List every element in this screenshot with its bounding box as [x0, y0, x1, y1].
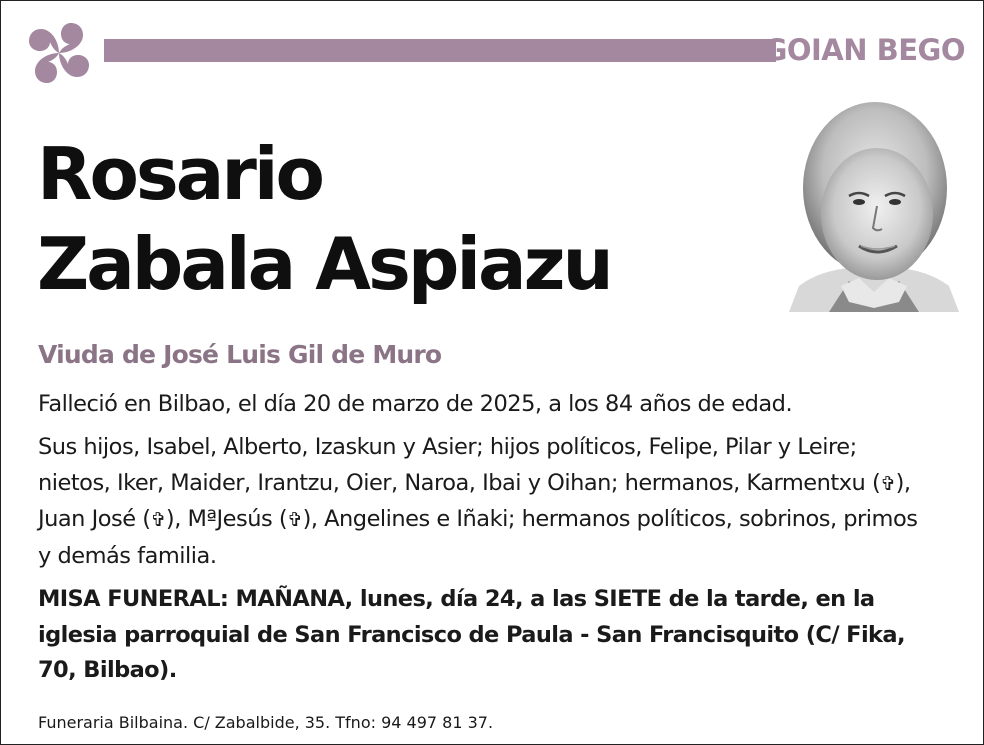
cross-icon: ✞ [880, 472, 896, 495]
subtitle: Viuda de José Luis Gil de Muro [38, 340, 442, 369]
death-notice: Falleció en Bilbao, el día 20 de marzo de 2025, a los 84 años de edad. [38, 391, 793, 417]
section-label: GOIAN BEGO [763, 33, 965, 67]
lauburu-icon [19, 15, 99, 91]
portrait-photo [789, 96, 959, 312]
deceased-name [37, 129, 611, 309]
family-text-3: ), MªJesús ( [165, 506, 288, 532]
funeral-home: Funeraria Bilbaina. C/ Zabalbide, 35. Tfno: 94 497 81 37. [38, 713, 494, 732]
header-rule [104, 39, 776, 62]
cross-icon: ✞ [287, 509, 303, 531]
family-text-4: ), Angelines e Iñaki; hermanos políticos, sobrinos, primos y demás familia. [38, 506, 918, 569]
funeral-mass: MISA FUNERAL: MAÑANA, lunes, día 24, a las SIETE de la tarde, en la iglesia parroquial de San Francisco de Paula - San Francisquito (C/ Fika, 70, Bilbao). [38, 586, 905, 683]
name-second-line: Zabala Aspiazu [37, 222, 611, 306]
cross-icon: ✞ [150, 509, 166, 531]
name-first-line: Rosario [37, 132, 322, 216]
family-text-2: ), Juan José ( [38, 469, 911, 532]
family-text-1: Sus hijos, Isabel, Alberto, Izaskun y Asier; hijos políticos, Felipe, Pilar y Leire; nietos, Iker, Maider, Irantzu, Oier, Naroa, Ibai y Oihan; hermanos, Karmentxu ( [38, 434, 881, 496]
family-paragraph [38, 430, 918, 574]
